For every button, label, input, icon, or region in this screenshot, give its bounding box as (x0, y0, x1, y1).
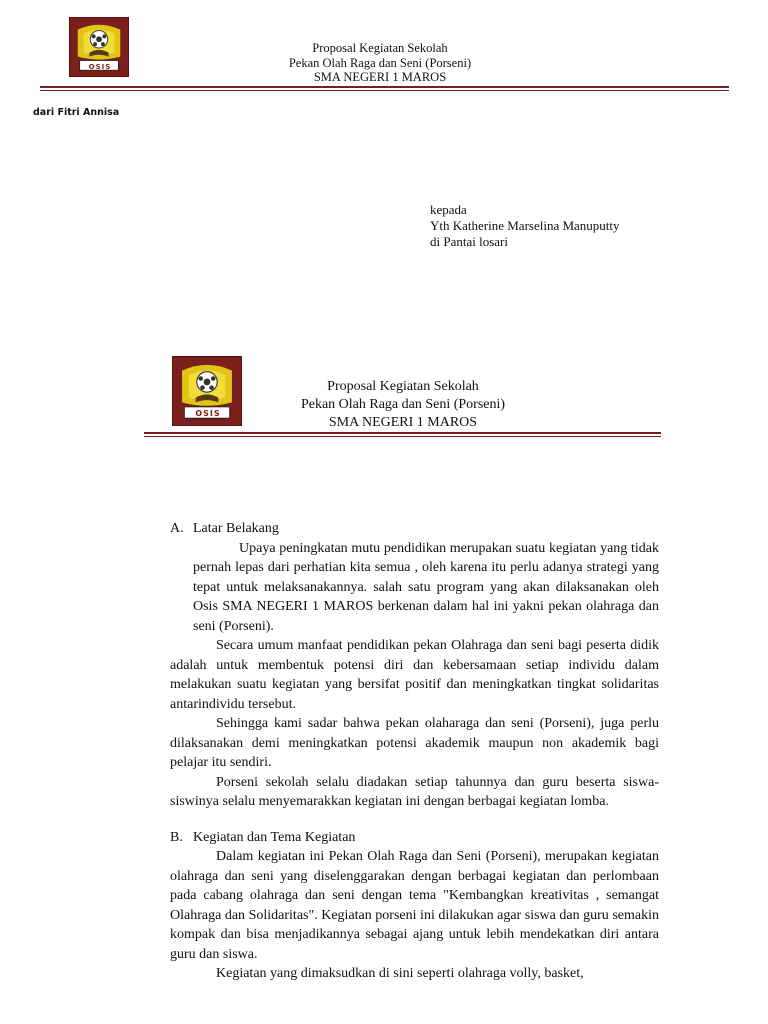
osis-logo-top (69, 17, 129, 77)
recipient-line1: kepada (430, 202, 467, 217)
sender-line: dari Fitri Annisa (33, 107, 120, 118)
section-letter: A. (170, 521, 184, 536)
top-header-rule-thick (40, 86, 729, 88)
second-header-rule-thick (144, 432, 661, 434)
section-a-heading (170, 519, 659, 539)
top-header-title (230, 41, 530, 85)
paragraph: Dalam kegiatan ini Pekan Olah Raga dan Seni (Porseni), merupakan kegiatan olahraga dan seni yang diselenggarakan dengan berbagai kegiatan dan perlombaan pada cabang olahraga dan seni dengan tema "Kembangkan kreativitas , semangat Olahraga dan Solidaritas". Kegiatan porseni ini dilakukan agar siswa dan guru semakin kompak dan bisa menjadikannya sebagai ajang untuk lebih mendekatkan diri antara guru dan siswa. (170, 849, 659, 962)
logo-text: OSIS (88, 63, 112, 71)
section-title: Latar Belakang (193, 521, 279, 536)
second-header-rule-thin (144, 436, 661, 437)
second-header-line3: SMA NEGERI 1 MAROS (328, 415, 478, 430)
top-header-line2: Pekan Olah Raga dan Seni (Porseni) (288, 55, 472, 70)
osis-logo-second (172, 356, 242, 426)
top-header-line1: Proposal Kegiatan Sekolah (312, 41, 448, 55)
recipient-line2: Yth Katherine Marselina Manuputty (430, 218, 620, 233)
paragraph: Sehingga kami sadar bahwa pekan olaharaga dan seni (Porseni), juga perlu dilaksanakan demi meningkatkan potensi akademik maupun non akademik bagi pelajar itu sendiri. (170, 716, 659, 770)
top-header-line3: SMA NEGERI 1 MAROS (313, 70, 447, 84)
recipient-line3: di Pantai losari (430, 234, 508, 249)
paragraph: Upaya peningkatan mutu pendidikan merupakan suatu kegiatan yang tidak pernah lepas dari perhatian kita semua , oleh karena itu perlu adanya strategi yang tepat untuk melaksanakannya. salah satu program yang akan dilaksanakan oleh Osis SMA NEGERI 1 MAROS berkenan dalam hal ini yakni pekan olahraga dan seni (Porseni). (193, 540, 659, 634)
paragraph: Kegiatan yang dimaksudkan di sini seperti olahraga volly, basket, (216, 966, 584, 981)
recipient-block (430, 202, 730, 250)
section-gap (170, 812, 659, 828)
top-header-rule-thin (40, 90, 729, 91)
section-b-heading (170, 828, 659, 848)
second-header-title (253, 378, 553, 432)
document-body (170, 519, 659, 984)
second-header-line1: Proposal Kegiatan Sekolah (327, 379, 479, 394)
paragraph: Secara umum manfaat pendidikan pekan Olahraga dan seni bagi peserta didik adalah untuk membentuk potensi diri dan kebersamaan setiap individu dalam melakukan suatu kegiatan yang bersifat positif dan meningkatkan tingkat solidaritas antarindividu tersebut. (170, 638, 659, 712)
paragraph: Porseni sekolah selalu diadakan setiap tahunnya dan guru beserta siswa-siswinya selalu menyemarakkan kegiatan ini dengan berbagai kegiatan lomba. (170, 774, 659, 809)
second-header-line2: Pekan Olah Raga dan Seni (Porseni) (300, 397, 506, 412)
section-title: Kegiatan dan Tema Kegiatan (193, 829, 356, 845)
logo-text: OSIS (195, 409, 221, 418)
section-letter: B. (170, 829, 183, 845)
